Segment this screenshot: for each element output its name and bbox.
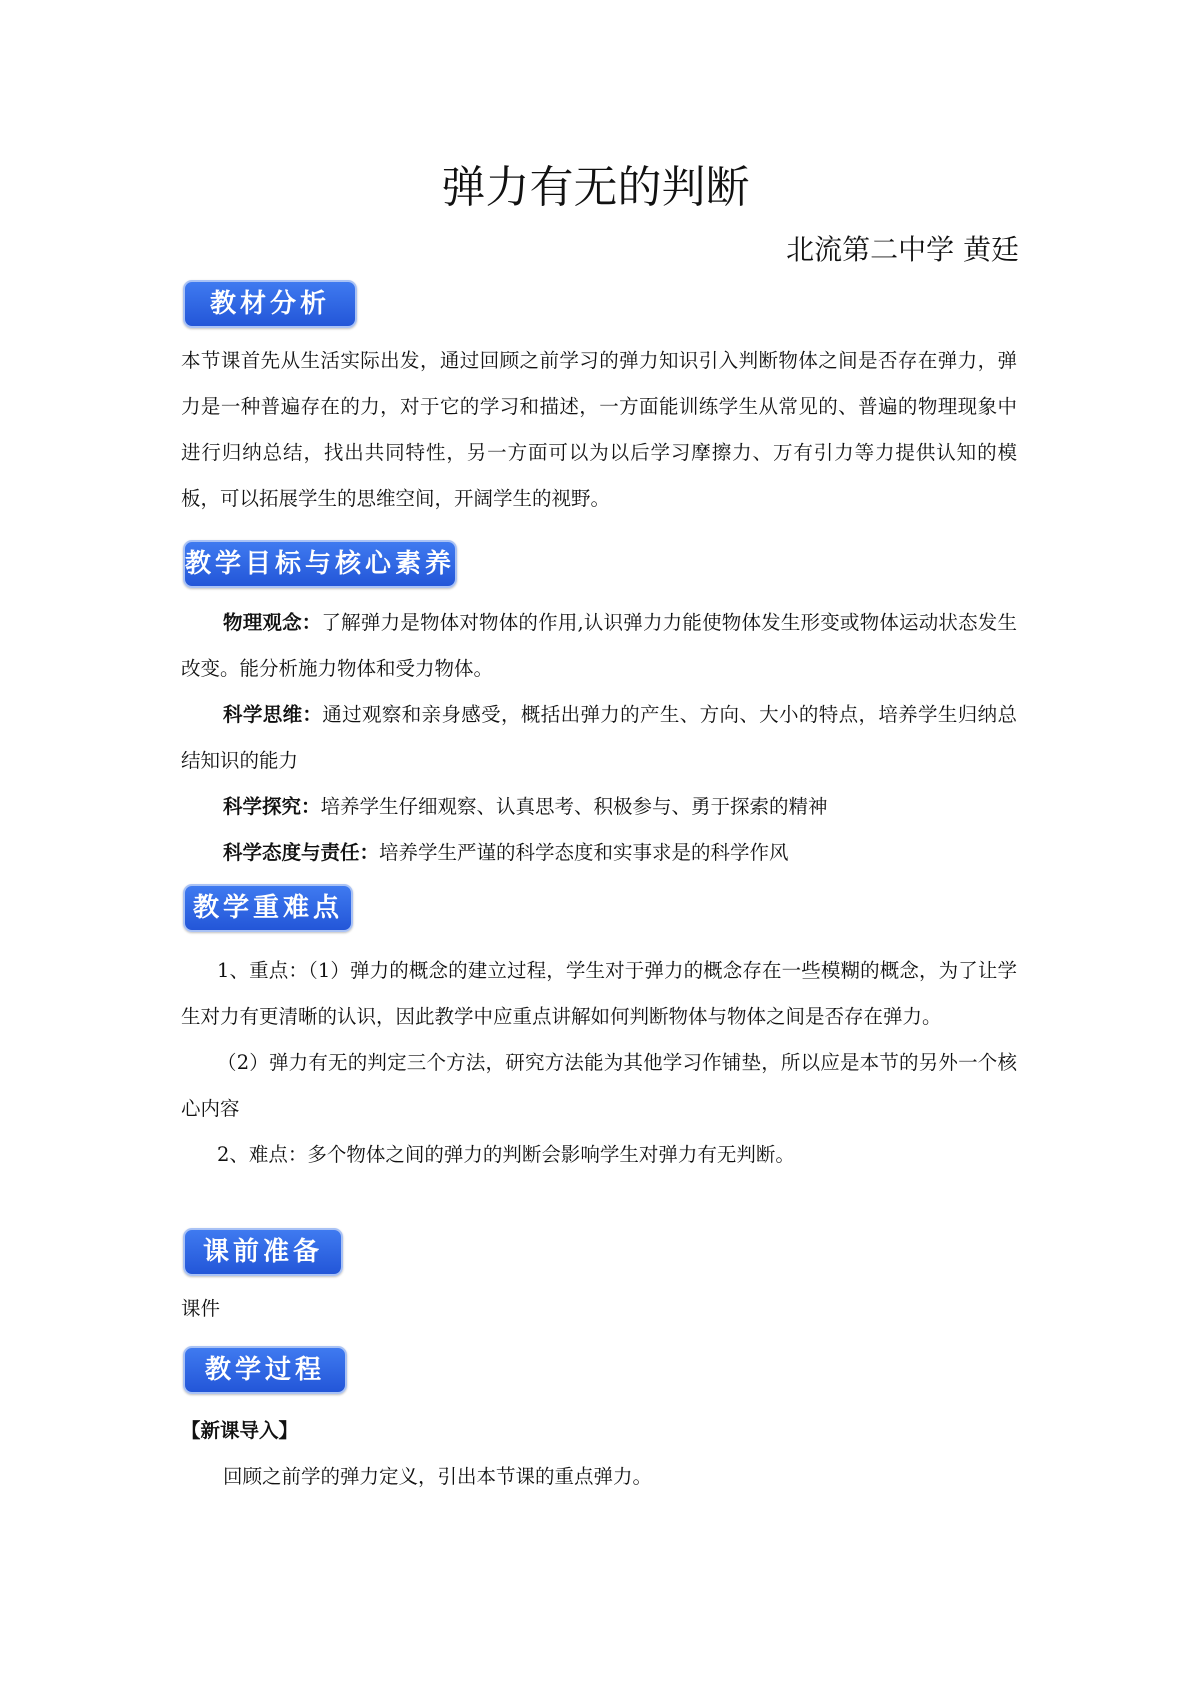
goal-text: 培养学生仔细观察、认真思考、积极参与、勇于探索的精神 (320, 795, 828, 818)
goals-body (181, 600, 1017, 876)
process-body (181, 1408, 1017, 1500)
process-paragraph: 回顾之前学的弹力定义，引出本节课的重点弹力。 (223, 1465, 653, 1488)
goal-item-thinking (181, 692, 1017, 784)
goal-text: 通过观察和亲身感受，概括出弹力的产生、方向、大小的特点，培养学生归纳总结知识的能力 (181, 703, 1017, 772)
goal-text: 培养学生严谨的科学态度和实事求是的科学作风 (379, 841, 789, 864)
preparation-body (181, 1286, 1017, 1332)
analysis-paragraph: 本节课首先从生活实际出发，通过回顾之前学习的弹力知识引入判断物体之间是否存在弹力，弹力是一种普遍存在的力，对于它的学习和描述，一方面能训练学生从常见的、普遍的物理现象中进行归纳总结，找出共同特性，另一方面可以为以后学习摩擦力、万有引力等力提供认知的模板，可以拓展学生的思维空间，开阔学生的视野。 (181, 349, 1017, 510)
section-badge-keypoints: 教学重难点 (183, 884, 353, 932)
section-badge-analysis: 教材分析 (183, 280, 357, 328)
goal-item-attitude (181, 830, 1017, 876)
goal-label: 科学探究： (223, 795, 321, 818)
goal-label: 科学态度与责任： (223, 841, 380, 864)
preparation-text: 课件 (181, 1297, 221, 1320)
keypoint-focus: 1、重点：（1）弹力的概念的建立过程，学生对于弹力的概念存在一些模糊的概念，为了让学生对力有更清晰的认识，因此教学中应重点讲解如何判断物体与物体之间是否存在弹力。 (181, 959, 1017, 1028)
goal-label: 物理观念： (223, 611, 322, 634)
goal-text: 了解弹力是物体对物体的作用,认识弹力力能使物体发生形变或物体运动状态发生改变。能分析施力物体和受力物体。 (181, 611, 1017, 680)
analysis-body (181, 338, 1017, 522)
goal-label: 科学思维： (223, 703, 323, 726)
keypoint-difficulty: 2、难点：多个物体之间的弹力的判断会影响学生对弹力有无判断。 (217, 1143, 795, 1166)
document-title: 弹力有无的判断 (441, 162, 750, 213)
section-badge-goals: 教学目标与核心素养 (183, 540, 457, 588)
goal-item-physics (181, 600, 1017, 692)
goal-item-inquiry (181, 784, 1017, 830)
section-badge-process: 教学过程 (183, 1346, 347, 1394)
process-subheading: 【新课导入】 (181, 1419, 299, 1442)
keypoint-focus-2: （2）弹力有无的判定三个方法，研究方法能为其他学习作铺垫，所以应是本节的另外一个核心内容 (181, 1051, 1017, 1120)
keypoints-body (181, 948, 1017, 1178)
section-badge-preparation: 课前准备 (183, 1228, 343, 1276)
author-line: 北流第二中学 黄廷 (786, 233, 1019, 266)
